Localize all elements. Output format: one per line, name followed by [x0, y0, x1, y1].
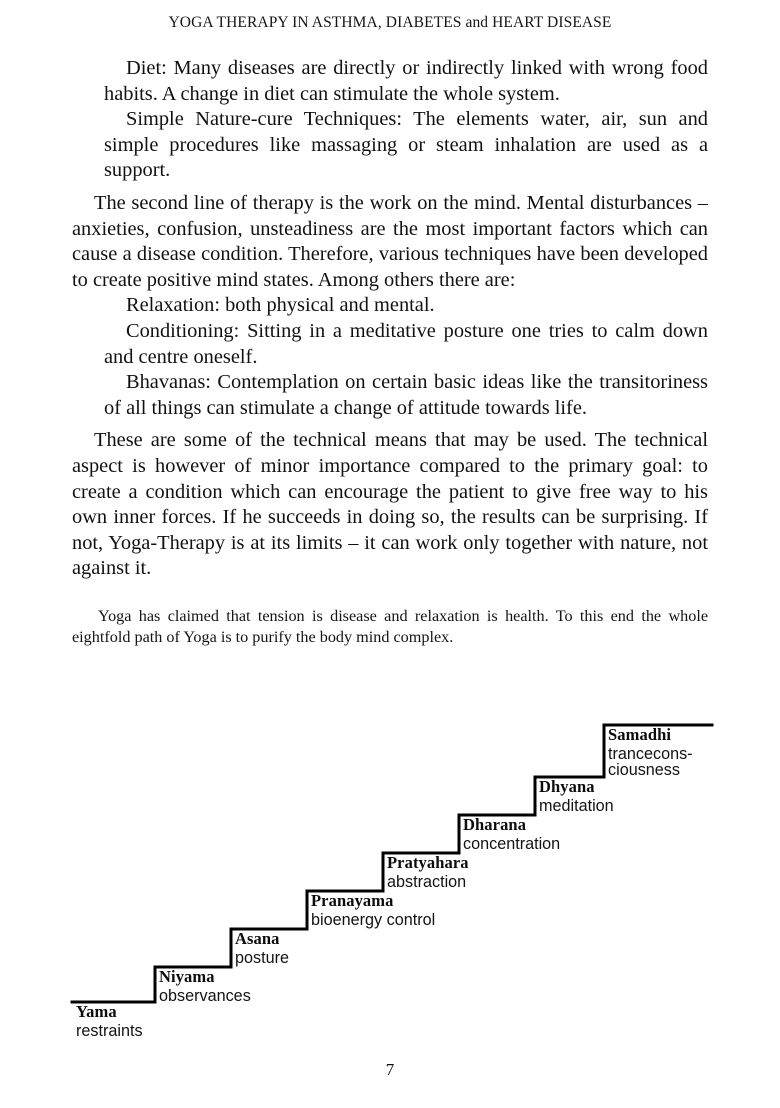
step-gloss-dhyana: meditation [539, 796, 614, 815]
step-name-dharana: Dharana [463, 815, 527, 834]
step-name-samadhi: Samadhi [608, 725, 672, 744]
step-name-asana: Asana [235, 929, 280, 948]
paragraph-bhavanas: Bhavanas: Contemplation on certain basic ideas like the transitoriness of all things can stimulate a change of attitude towards life. [104, 371, 708, 419]
paragraph-diet: Diet: Many diseases are directly or indirectly linked with wrong food habits. A change in diet can stimulate the whole system. [104, 57, 708, 105]
step-name-pratyahara: Pratyahara [387, 853, 469, 872]
step-gloss-asana: posture [235, 948, 289, 967]
step-name-dhyana: Dhyana [539, 777, 595, 796]
therapy-support-block [104, 56, 708, 184]
mind-techniques-block [104, 293, 708, 421]
page-number: 7 [385, 1060, 395, 1079]
step-gloss-niyama: observances [159, 986, 251, 1005]
step-gloss-pratyahara: abstraction [387, 872, 467, 891]
paragraph-second-line-of-therapy: The second line of therapy is the work on the mind. Mental disturbances – anxieties, confusion, unsteadiness are the most important factors which can cause a disease condition. Therefore, various techniques have been developed to create positive mind states. Among others there are: [72, 191, 708, 291]
running-head: YOGA THERAPY IN ASTHMA, DIABETES and HEART DISEASE [168, 14, 612, 31]
step-label-pranayama [311, 893, 435, 928]
spacer [72, 582, 708, 606]
paragraph-note-eightfold-path: Yoga has claimed that tension is disease and relaxation is health. To this end the whole eightfold path of Yoga is to purify the body mind complex. [72, 606, 708, 646]
step-label-asana [235, 931, 289, 966]
spacer [72, 421, 708, 428]
step-label-niyama [159, 969, 251, 1004]
step-gloss-samadhi-line1: trancecons- [608, 744, 693, 763]
step-label-pratyahara [387, 855, 469, 890]
step-name-niyama: Niyama [159, 967, 215, 986]
body-text-column [72, 56, 708, 648]
step-gloss-dharana: concentration [463, 834, 561, 853]
paragraph-nature-cure: Simple Nature-cure Techniques: The elements water, air, sun and simple procedures like massaging or steam inhalation are used as a support. [104, 108, 708, 182]
paragraph-relaxation: Relaxation: both physical and mental. [126, 294, 435, 317]
eightfold-path-staircase [0, 712, 780, 1042]
step-gloss-pranayama: bioenergy control [311, 910, 436, 929]
step-gloss-yama: restraints [76, 1021, 143, 1040]
step-label-yama [76, 1004, 143, 1039]
step-name-pranayama: Pranayama [311, 891, 394, 910]
step-label-dhyana [539, 779, 614, 814]
step-gloss-samadhi-line2: ciousness [608, 761, 680, 780]
spacer [72, 184, 708, 191]
step-label-dharana [463, 817, 560, 852]
paragraph-conditioning: Conditioning: Sitting in a meditative posture one tries to calm down and centre oneself. [104, 319, 708, 368]
paragraph-technical-means: These are some of the technical means that may be used. The technical aspect is however of minor importance compared to the primary goal: to create a condition which can encourage the patient to give free way to his own inner forces. If he succeeds in doing so, the results can be surprising. If not, Yoga-Therapy is at its limits – it can work only together with nature, not against it. [72, 429, 708, 580]
step-label-samadhi [608, 727, 693, 779]
step-name-yama: Yama [76, 1002, 117, 1021]
